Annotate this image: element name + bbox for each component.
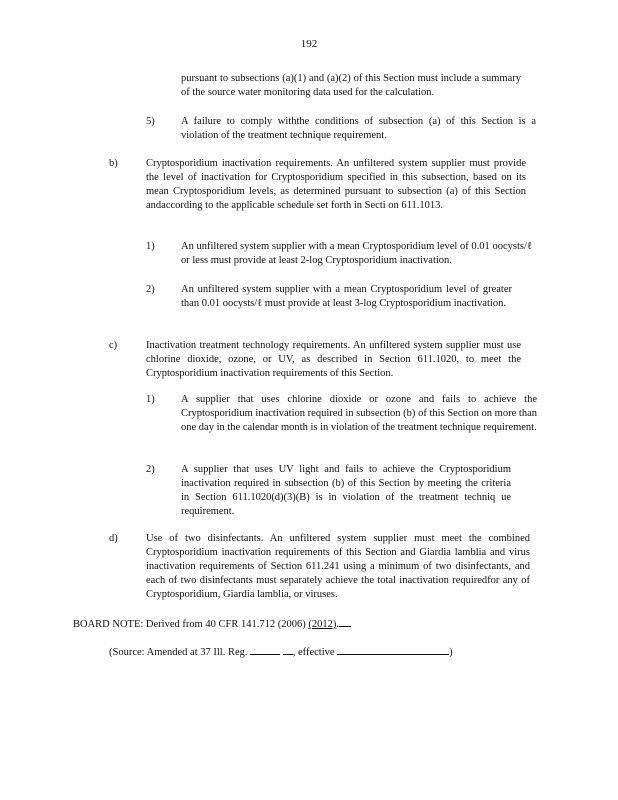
source-suffix: ) (449, 647, 453, 658)
register-page-blank (250, 643, 280, 655)
source-middle: , effective (292, 647, 335, 658)
section-b-item-2-label: 2) (146, 284, 155, 295)
item-5-label: 5) (146, 116, 155, 127)
effective-date-blank (337, 643, 449, 655)
section-d-text: Use of two disinfectants. An unfiltered system supplier must meet the combined Cryptosporidium inactivation requirements of this Section and Giardia lamblia and virus inactivation requirements of Section 611.241 using a minimum of two disinfectants, and each of two disinfectants must separately achieve the total inactivation requiredfor any of Cryptosporidium, Giardia lamblia, or viruses. (146, 533, 530, 600)
section-b-item-2-text: An unfiltered system supplier with a mean Cryptosporidium level of greater than 0.01 oocysts/ℓ must provide at least 3-log Cryptosporidium inactivation. (181, 284, 512, 309)
section-c-item-1-label: 1) (146, 394, 155, 405)
section-c-item-2-label: 2) (146, 464, 155, 475)
section-b-text: Cryptosporidium inactivation requirements. An unfiltered system supplier must provide the level of inactivation for Cryptosporidium specified in this subsection, based on its mean Cryptosporidium levels, as determined pursuant to subsection (a) of this Section andaccording to the applicable schedule set forth in Secti on 611.1013. (146, 158, 526, 211)
section-b-item-1-label: 1) (146, 241, 155, 252)
board-note-text: BOARD NOTE: Derived from 40 CFR 141.712 (2006) (73, 619, 306, 630)
continuation-paragraph: pursuant to subsections (a)(1) and (a)(2) of this Section must include a summary of the source water monitoring data used for the calculation. (181, 73, 521, 98)
section-b-label: b) (109, 158, 118, 169)
section-d-label: d) (109, 533, 118, 544)
board-note (73, 615, 351, 632)
register-issue-blank (283, 643, 293, 655)
section-c-text: Inactivation treatment technology requirements. An unfiltered system supplier must use chlorine dioxide, ozone, or UV, as described in Section 611.1020, to meet the Cryptosporidium inactivation requirements of this Section. (146, 340, 521, 379)
page-number: 192 (300, 38, 318, 50)
section-b-item-1-text: An unfiltered system supplier with a mean Cryptosporidium level of 0.01 oocysts/ℓ or less must provide at least 2-log Cryptosporidium inactivation. (181, 241, 532, 266)
source-line (109, 643, 453, 660)
board-note-amended-year: (2012) (308, 619, 337, 630)
board-note-period: . (336, 619, 339, 630)
source-prefix: (Source: Amended at 37 Ill. Reg. (109, 647, 248, 658)
section-c-label: c) (109, 340, 118, 351)
section-c-item-1-text: A supplier that uses chlorine dioxide or ozone and fails to achieve the Cryptosporidium inactivation required in subsection (b) of this Section on more than one day in the calendar month is in violation of the treatment technique requirement. (181, 394, 537, 433)
item-5-text: A failure to comply withthe conditions of subsection (a) of this Section is a violation of the treatment technique requirement. (181, 116, 536, 141)
section-c-item-2-text: A supplier that uses UV light and fails to achieve the Cryptosporidium inactivation required in subsection (b) of this Section by meeting the criteria in Section 611.1020(d)(3)(B) is in violation of the treatment techniq ue requirement. (181, 464, 511, 517)
